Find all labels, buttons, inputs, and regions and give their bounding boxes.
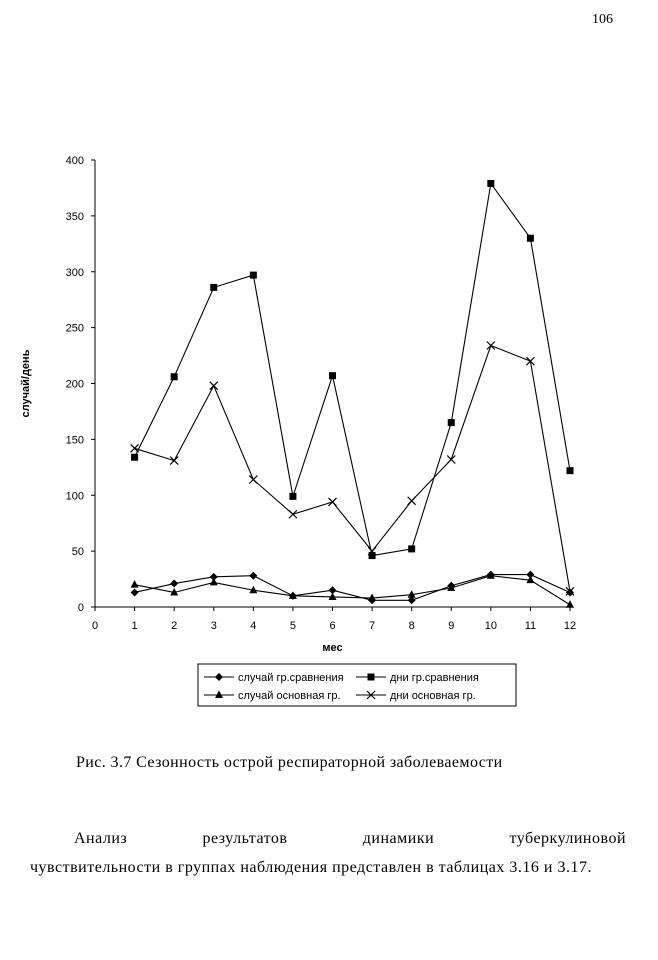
series-line — [135, 575, 570, 601]
legend-label: дни гр.сравнения — [390, 672, 479, 684]
y-tick-label: 0 — [77, 602, 84, 614]
x-tick-label: 8 — [408, 620, 415, 632]
data-point-square — [210, 284, 217, 291]
data-point-square — [448, 419, 455, 426]
y-tick-label: 250 — [65, 322, 84, 335]
data-point-triangle — [131, 580, 139, 588]
chart-series — [131, 180, 574, 608]
x-tick-label: 6 — [329, 620, 336, 632]
x-tick-label: 4 — [250, 620, 257, 632]
data-point-square — [289, 493, 296, 500]
series-line — [135, 183, 570, 555]
data-point-square — [250, 272, 257, 279]
x-tick-label: 9 — [448, 620, 455, 632]
data-point-square — [368, 674, 375, 681]
page-number: 106 — [592, 12, 613, 27]
series-3 — [131, 571, 574, 608]
data-point-triangle — [210, 578, 218, 586]
series-2 — [131, 180, 573, 559]
x-axis-title: мес — [322, 642, 343, 654]
data-point-cross — [329, 498, 337, 506]
x-tick-label: 3 — [210, 620, 217, 632]
y-tick-label: 300 — [65, 266, 84, 279]
data-point-triangle — [566, 600, 574, 608]
data-point-cross — [210, 382, 218, 390]
legend-label: дни основная гр. — [390, 690, 476, 702]
data-point-square — [171, 373, 178, 380]
data-point-cross — [408, 497, 416, 505]
paragraph-first-line-text: Анализ результатов динамики туберкулиновой — [74, 830, 626, 847]
data-point-cross — [131, 444, 139, 452]
x-tick-label: 12 — [563, 620, 577, 632]
y-tick-label: 150 — [65, 434, 84, 447]
x-tick-label: 10 — [484, 620, 497, 632]
chart-legend — [198, 664, 516, 706]
data-point-cross — [170, 457, 178, 465]
x-tick-label: 11 — [524, 620, 537, 632]
series-4 — [131, 342, 574, 596]
series-1 — [131, 571, 574, 605]
data-point-cross — [447, 455, 455, 463]
body-paragraph — [30, 824, 626, 882]
x-tick-label: 1 — [131, 620, 138, 632]
series-line — [135, 346, 570, 592]
y-axis-title: случай/день — [20, 349, 32, 418]
data-point-square — [487, 180, 494, 187]
x-tick-label: 0 — [91, 620, 99, 632]
y-tick-label: 200 — [65, 378, 84, 391]
data-point-square — [131, 454, 138, 461]
x-tick-label: 5 — [289, 620, 296, 632]
data-point-square — [567, 467, 574, 474]
x-tick-label: 7 — [369, 620, 376, 632]
data-point-cross — [289, 510, 297, 518]
y-tick-label: 350 — [65, 210, 84, 223]
x-tick-label: 2 — [171, 620, 178, 632]
y-tick-label: 100 — [65, 490, 84, 503]
paragraph-first-line — [30, 824, 626, 853]
chart-axes — [20, 155, 576, 654]
y-tick-label: 400 — [65, 155, 84, 167]
data-point-cross — [487, 342, 495, 350]
figure-caption: Рис. 3.7 Сезонность острой респираторной заболеваемости — [76, 754, 503, 771]
data-point-cross — [249, 476, 257, 484]
data-point-diamond — [131, 588, 139, 596]
data-point-square — [329, 372, 336, 379]
data-point-triangle — [329, 592, 337, 600]
data-point-diamond — [249, 572, 257, 580]
paragraph-rest-text: чувствительности в группах наблюдения представлен в таблицах 3.16 и 3.17. — [30, 859, 592, 876]
data-point-square — [527, 235, 534, 242]
legend-label: случай гр.сравнения — [238, 672, 344, 684]
data-point-diamond — [170, 580, 178, 588]
data-point-square — [408, 545, 415, 552]
legend-label: случай основная гр. — [238, 690, 341, 702]
y-tick-label: 50 — [71, 546, 84, 559]
series-line — [135, 576, 570, 605]
